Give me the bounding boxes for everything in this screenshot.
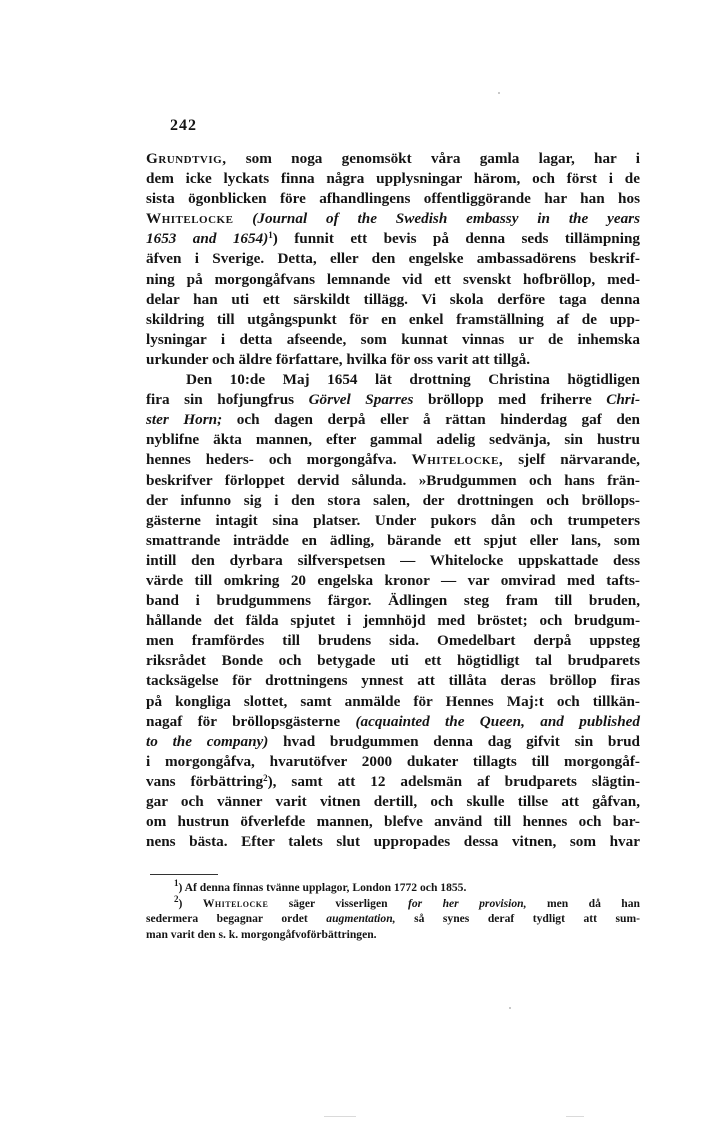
text-line: Den 10:de Maj 1654 lät drottning Christina högtidligen <box>186 371 640 389</box>
text-line: sista ögonblicken före afhandlingens offentliggörande har han hos <box>146 190 640 208</box>
text-line: nens bästa. Efter talets slut uppropades dessa vitnen, som hvar <box>146 833 640 851</box>
footnote-1: $^1$) Af denna finnas tvänne upplagor, London 1772 och 1855. <box>174 878 467 894</box>
author-name: Whitelocke <box>146 210 234 228</box>
text-line: skildring till utgångspunkt för en enkel framställning af de upp- <box>146 310 640 328</box>
book-title: 1653 and 1654) <box>146 230 269 248</box>
scan-smudge <box>566 1116 584 1117</box>
text-line: tacksägelse för drottningens ynnest att tillåta deras bröllop firas <box>146 672 640 690</box>
footnote-2: $^2$) Whitelocke säger visserligen for her provision, men då han <box>174 893 641 910</box>
text-line: smattrande inträdde en ädling, bärande ett spjut eller lans, som <box>146 531 640 549</box>
text-line: delar han uti ett särskildt tillägg. Vi skola derföre taga denna <box>146 290 640 308</box>
text-line <box>146 209 640 229</box>
text-line: beskrifver förloppet dervid sålunda. »Brudgummen och hans frän- <box>146 471 640 489</box>
text-line: ning på morgongåfvans lemnande vid ett svenskt hofbröllop, med- <box>146 270 640 288</box>
text-line: intill den dyrbara silfverspetsen — Whitelocke uppskattade dess <box>146 551 640 569</box>
main-text <box>146 149 640 852</box>
text-line: dem icke lyckats finna några upplysningar härom, och först i de <box>146 170 640 188</box>
footnote-ref: 2 <box>263 772 268 783</box>
text-line: fira sin hofjungfrus Görvel Sparres bröllopp med friherre Chri- <box>146 391 640 409</box>
text-line: vans förbättring$^2$), samt att 12 adelsmän af brudparets slägtin- <box>146 772 640 790</box>
text-line: värde till omkring 20 engelska kronor — var omvirad med tafts- <box>146 571 640 589</box>
text-line: men framfördes till brudens sida. Omedelbart derpå uppsteg <box>146 632 640 650</box>
person-name: ster Horn; <box>146 411 223 429</box>
english-quote: to the company) <box>146 732 269 750</box>
text-line: gästerne intagit sina platser. Under pukors dån och trumpeters <box>146 511 640 529</box>
scan-speck <box>509 1007 511 1009</box>
scan-smudge <box>324 1116 356 1117</box>
text-line: riksrådet Bonde och betygade uti ett högtidligt tal brudparets <box>146 652 640 670</box>
text-line: 1653 and 1654)$^1$) funnit ett bevis på denna seds tillämpning <box>146 230 640 248</box>
footnotes <box>146 880 640 942</box>
person-name: Görvel Sparres <box>308 391 414 409</box>
author-name: Whitelocke, <box>411 451 504 469</box>
author-name: Grundtvig, <box>146 150 227 167</box>
text-line: gar och vänner varit vitnen dertill, och skulle tillse att gåfvan, <box>146 793 640 810</box>
text-line: hållande det fälda spjutet i jemnhöjd med bröstet; och brudgum- <box>146 612 640 630</box>
text-line: Grundtvig, som noga genomsökt våra gamla lagar, har i <box>146 150 640 167</box>
person-name: Chri- <box>606 391 640 409</box>
text-line: band i brudgummens färgor. Ädlingen steg fram till bruden, <box>146 592 640 610</box>
book-title: (Journal of the Swedish embassy in the years <box>252 210 640 228</box>
footnote-2-line: man varit den s. k. morgongåfvoförbättringen. <box>146 927 377 941</box>
text-line: der infunno sig i den stora salen, der drottningen och bröllops- <box>146 491 640 509</box>
text-line: to the company) hvad brudgummen denna dag gifvit sin brud <box>146 732 640 750</box>
text-line: urkunder och äldre författare, hvilka för oss varit att tillgå. <box>146 350 531 368</box>
footnote-ref: 1 <box>268 230 273 241</box>
text-line: nyblifne äkta mannen, efter gammal adelig sedvänja, sin hustru <box>146 431 640 449</box>
text-line: i morgongåfva, hvarutöfver 2000 dukater tillagts till morgongåf- <box>146 752 640 770</box>
english-quote: for her provision, <box>407 896 527 910</box>
text-line: äfven i Sverige. Detta, eller den engelske ambassadörens beskrif- <box>146 250 640 268</box>
footnote-divider <box>150 874 218 875</box>
text-line: nagaf för bröllopsgästerne (acquainted the Queen, and published <box>146 712 640 730</box>
text-line: lysningar i detta afseende, som kunnat vinnas ur de inhemska <box>146 330 640 348</box>
page-number: 242 <box>170 117 197 134</box>
text-line: på kongliga slottet, samt anmälde för Hennes Maj:t och tillkän- <box>146 692 640 710</box>
english-quote: (acquainted the Queen, and published <box>355 712 640 730</box>
english-quote: augmentation, <box>326 912 396 926</box>
text-line: hennes heders- och morgongåfva. Whitelocke, sjelf närvarande, <box>146 451 640 469</box>
author-name: Whitelocke <box>202 896 269 910</box>
scan-speck <box>498 92 500 94</box>
text-line: ster Horn; och dagen derpå eller å rättan hinderdag gaf den <box>146 411 640 429</box>
text-line: om hustrun öfverlefde mannen, blefve använd till hennes och bar- <box>146 813 640 831</box>
footnote-2-line: sedermera begagnar ordet augmentation, så synes deraf tydligt att sum- <box>146 912 640 926</box>
